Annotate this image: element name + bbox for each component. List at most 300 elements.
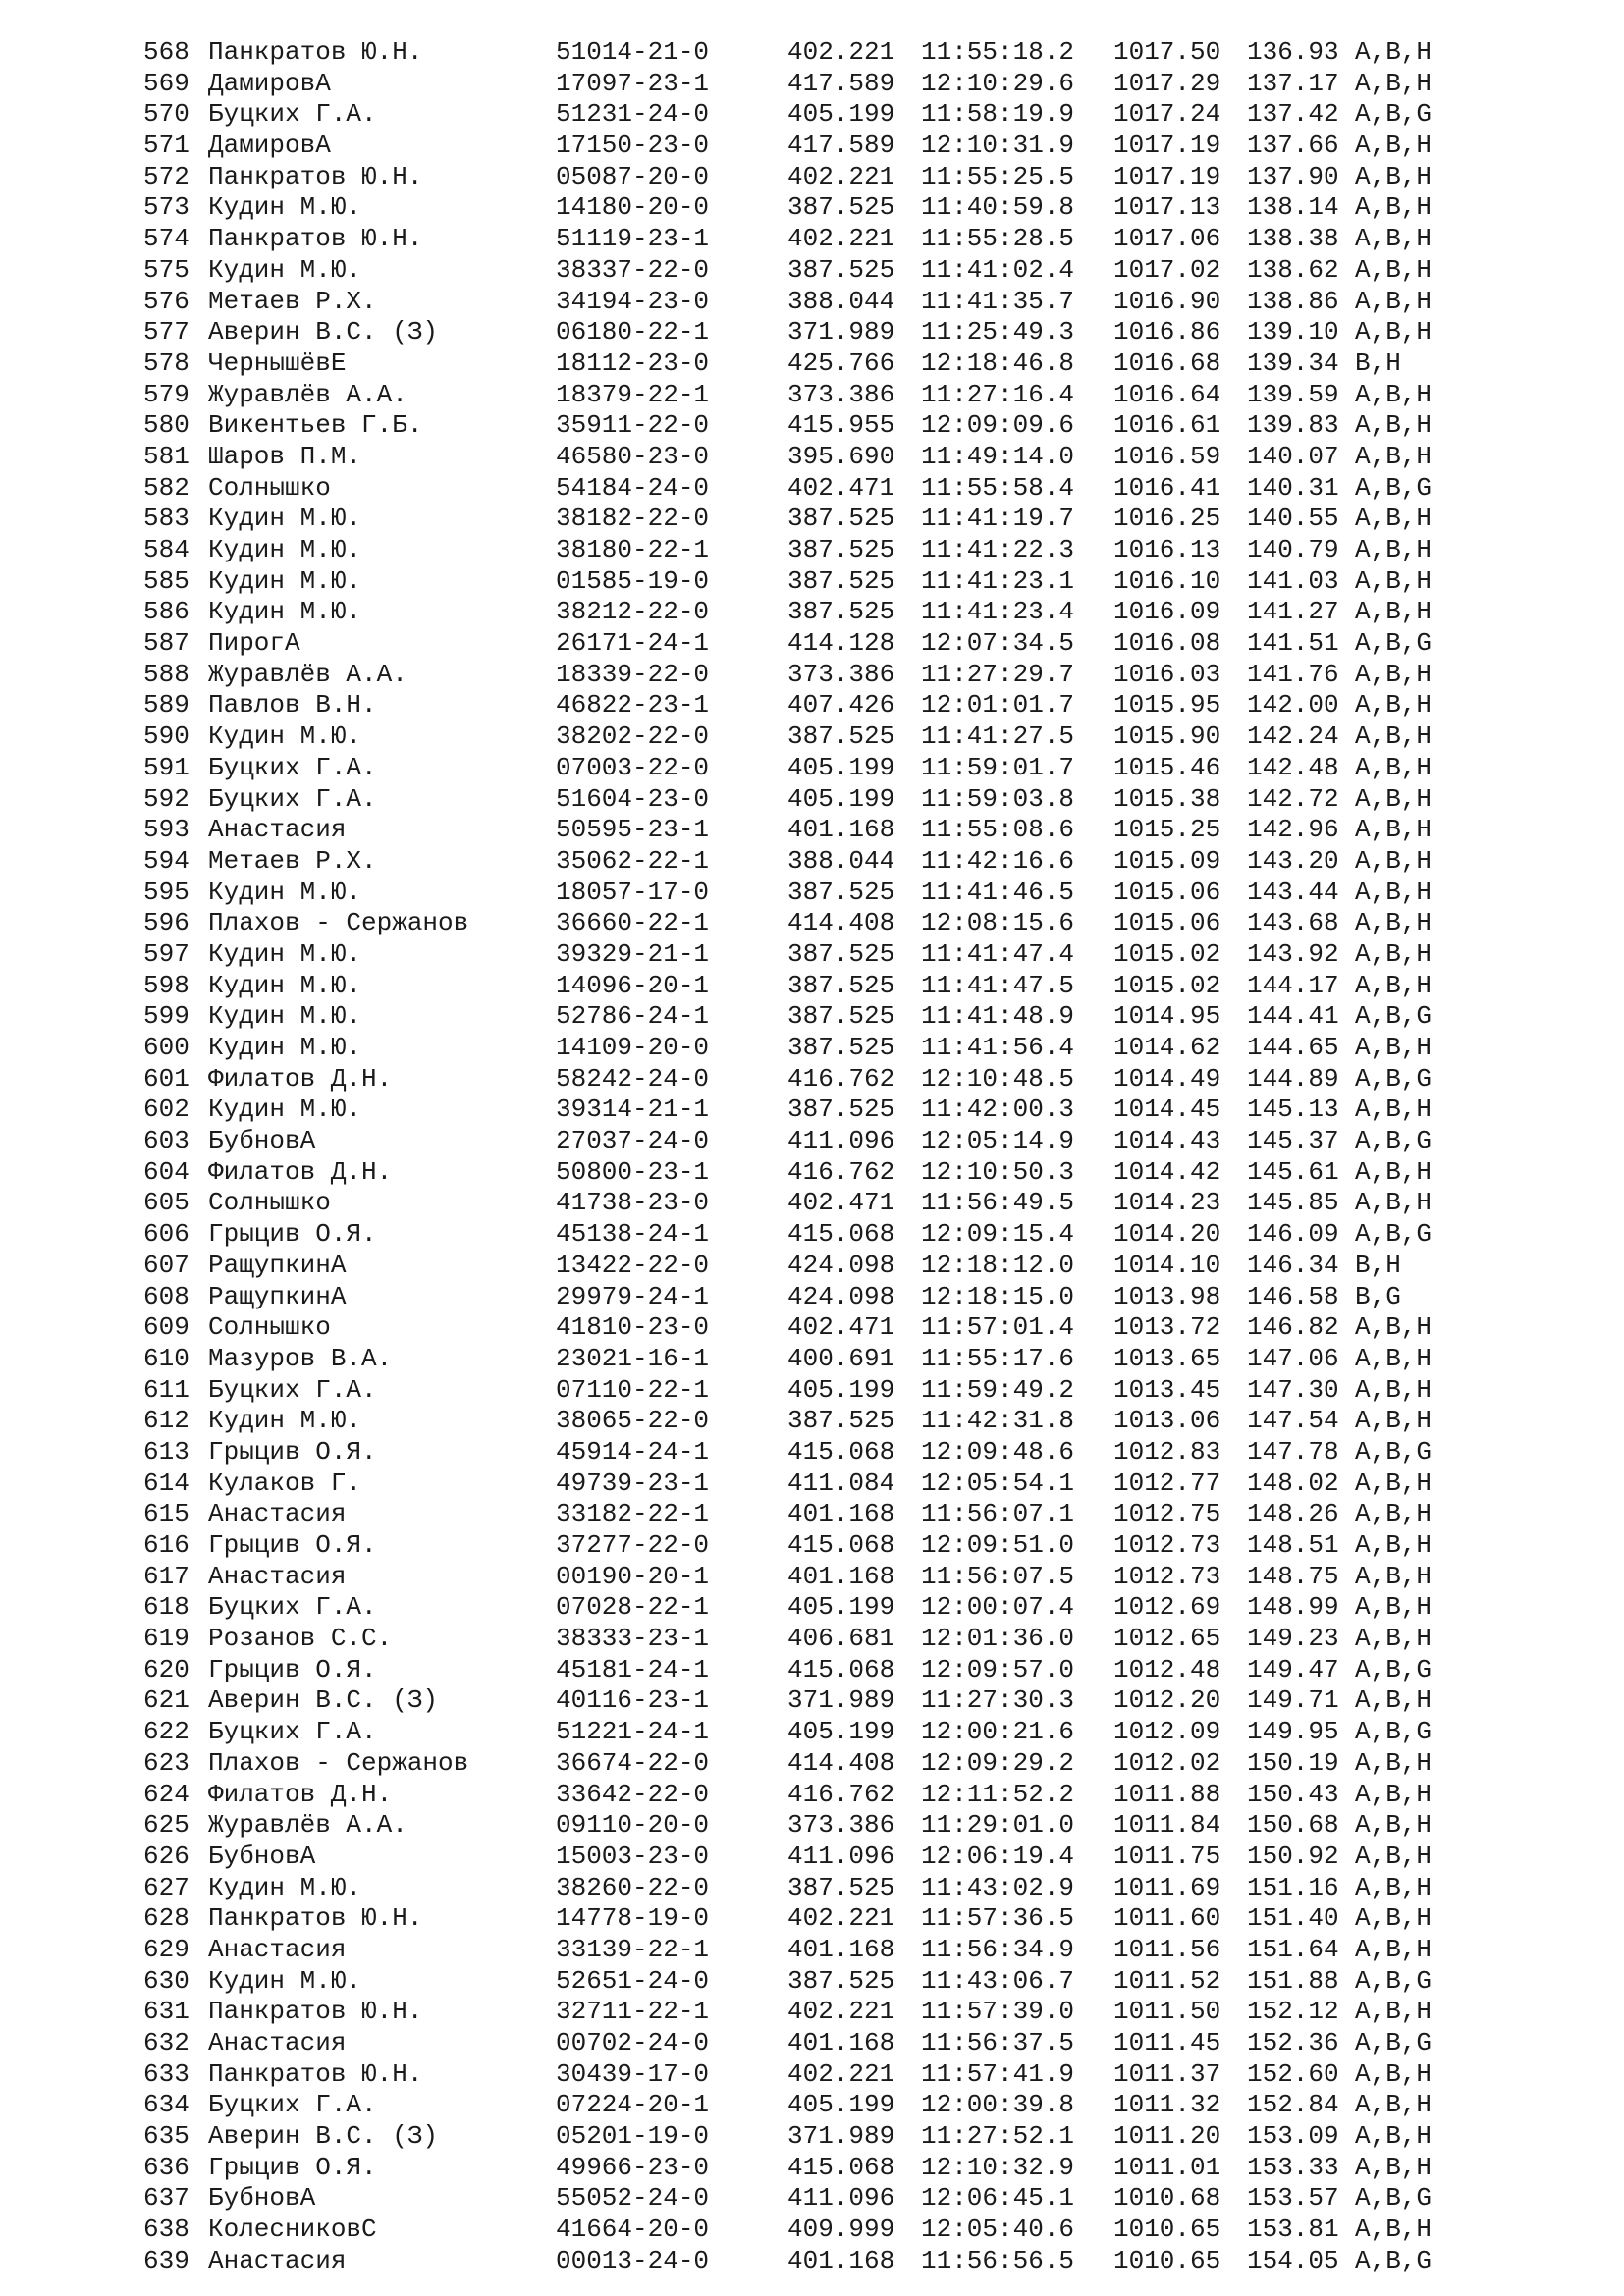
competition-flags: A,B,G xyxy=(1355,2028,1433,2057)
arrival-time: 11:41:47.5 xyxy=(921,970,1075,1000)
ring-number: 33642-22-0 xyxy=(556,1779,710,1809)
distance: 414.408 xyxy=(787,908,895,938)
fancier-name: Филатов Д.Н. xyxy=(208,1156,393,1187)
ring-number: 55052-24-0 xyxy=(556,2183,710,2214)
competition-flags: A,B,H xyxy=(1355,1343,1433,1373)
distance: 402.471 xyxy=(787,472,895,503)
ring-number: 54184-24-0 xyxy=(556,472,710,503)
ring-number: 14096-20-1 xyxy=(556,970,710,1000)
coefficient: 144.89 xyxy=(1247,1063,1339,1094)
arrival-time: 12:05:14.9 xyxy=(921,1126,1075,1156)
ring-number: 46822-23-1 xyxy=(556,690,710,721)
fancier-name: Викентьев Г.Б. xyxy=(208,410,423,441)
ring-number: 41738-23-0 xyxy=(556,1188,710,1218)
distance: 416.762 xyxy=(787,1156,895,1187)
speed: 1014.42 xyxy=(1113,1156,1221,1187)
coefficient: 139.34 xyxy=(1247,347,1339,378)
distance: 401.168 xyxy=(787,815,895,845)
place-number: 632 xyxy=(143,2028,189,2057)
distance: 424.098 xyxy=(787,1281,895,1311)
place-number: 623 xyxy=(143,1747,189,1778)
distance: 373.386 xyxy=(787,379,895,409)
coefficient: 137.90 xyxy=(1247,161,1339,191)
competition-flags: A,B,H xyxy=(1355,721,1433,752)
ring-number: 00190-20-1 xyxy=(556,1561,710,1591)
speed: 1016.08 xyxy=(1113,628,1221,659)
speed: 1012.02 xyxy=(1113,1747,1221,1778)
competition-flags: A,B,H xyxy=(1355,659,1433,689)
place-number: 607 xyxy=(143,1250,189,1280)
arrival-time: 12:10:32.9 xyxy=(921,2152,1075,2182)
arrival-time: 11:41:35.7 xyxy=(921,286,1075,316)
place-number: 594 xyxy=(143,845,189,876)
coefficient: 141.51 xyxy=(1247,628,1339,659)
coefficient: 148.75 xyxy=(1247,1561,1339,1591)
place-number: 613 xyxy=(143,1436,189,1467)
distance: 407.426 xyxy=(787,690,895,721)
speed: 1011.37 xyxy=(1113,2058,1221,2089)
competition-flags: A,B,H xyxy=(1355,1499,1433,1529)
place-number: 596 xyxy=(143,908,189,938)
coefficient: 138.62 xyxy=(1247,254,1339,285)
speed: 1012.48 xyxy=(1113,1654,1221,1684)
competition-flags: A,B,H xyxy=(1355,565,1433,596)
place-number: 627 xyxy=(143,1872,189,1902)
place-number: 637 xyxy=(143,2183,189,2214)
coefficient: 151.16 xyxy=(1247,1872,1339,1902)
fancier-name: Кудин М.Ю. xyxy=(208,535,362,564)
speed: 1010.68 xyxy=(1113,2183,1221,2214)
arrival-time: 11:40:59.8 xyxy=(921,192,1075,223)
place-number: 630 xyxy=(143,1965,189,1996)
arrival-time: 12:09:29.2 xyxy=(921,1747,1075,1778)
competition-flags: A,B,H xyxy=(1355,1624,1433,1654)
arrival-time: 11:56:37.5 xyxy=(921,2028,1075,2057)
competition-flags: A,B,H xyxy=(1355,131,1433,161)
place-number: 611 xyxy=(143,1374,189,1405)
coefficient: 148.51 xyxy=(1247,1530,1339,1560)
speed: 1012.75 xyxy=(1113,1499,1221,1529)
speed: 1017.02 xyxy=(1113,254,1221,285)
place-number: 591 xyxy=(143,752,189,782)
coefficient: 140.55 xyxy=(1247,504,1339,534)
speed: 1011.45 xyxy=(1113,2028,1221,2057)
place-number: 595 xyxy=(143,877,189,907)
table-row xyxy=(143,1251,1473,1282)
arrival-time: 11:55:08.6 xyxy=(921,815,1075,845)
place-number: 608 xyxy=(143,1281,189,1311)
coefficient: 150.19 xyxy=(1247,1747,1339,1778)
speed: 1011.01 xyxy=(1113,2152,1221,2182)
ring-number: 50800-23-1 xyxy=(556,1156,710,1187)
ring-number: 39314-21-1 xyxy=(556,1095,710,1125)
distance: 417.589 xyxy=(787,68,895,98)
place-number: 593 xyxy=(143,815,189,845)
fancier-name: ПирогА xyxy=(208,628,300,659)
table-row xyxy=(143,1157,1473,1189)
coefficient: 149.71 xyxy=(1247,1685,1339,1716)
fancier-name: Аверин В.С. (З) xyxy=(208,2121,439,2152)
coefficient: 150.92 xyxy=(1247,1841,1339,1871)
speed: 1013.45 xyxy=(1113,1374,1221,1405)
coefficient: 153.09 xyxy=(1247,2121,1339,2152)
competition-flags: A,B,H xyxy=(1355,1156,1433,1187)
speed: 1014.45 xyxy=(1113,1095,1221,1125)
coefficient: 146.09 xyxy=(1247,1219,1339,1250)
distance: 388.044 xyxy=(787,845,895,876)
distance: 415.955 xyxy=(787,410,895,441)
arrival-time: 12:10:48.5 xyxy=(921,1063,1075,1094)
coefficient: 146.34 xyxy=(1247,1250,1339,1280)
fancier-name: РащупкинА xyxy=(208,1281,347,1311)
competition-flags: A,B,G xyxy=(1355,1717,1433,1747)
distance: 415.068 xyxy=(787,1654,895,1684)
speed: 1017.06 xyxy=(1113,224,1221,254)
table-row xyxy=(143,37,1473,69)
coefficient: 137.17 xyxy=(1247,68,1339,98)
table-row xyxy=(143,1406,1473,1437)
competition-flags: A,B,H xyxy=(1355,938,1433,969)
arrival-time: 12:00:21.6 xyxy=(921,1717,1075,1747)
table-row xyxy=(143,1966,1473,1998)
table-row xyxy=(143,348,1473,380)
table-row xyxy=(143,1499,1473,1530)
fancier-name: Панкратов Ю.Н. xyxy=(208,161,423,191)
ring-number: 51119-23-1 xyxy=(556,224,710,254)
table-row xyxy=(143,410,1473,442)
ring-number: 41810-23-0 xyxy=(556,1312,710,1343)
fancier-name: Грыцив О.Я. xyxy=(208,1219,377,1250)
table-row xyxy=(143,1748,1473,1780)
fancier-name: Плахов - Сержанов xyxy=(208,908,469,938)
table-row xyxy=(143,908,1473,939)
ring-number: 06180-22-1 xyxy=(556,317,710,347)
fancier-name: Журавлёв А.А. xyxy=(208,659,407,689)
table-row xyxy=(143,504,1473,535)
table-row xyxy=(143,939,1473,971)
distance: 373.386 xyxy=(787,659,895,689)
table-row xyxy=(143,1655,1473,1686)
table-row xyxy=(143,192,1473,224)
fancier-name: ЧернышёвЕ xyxy=(208,347,347,378)
table-row xyxy=(143,878,1473,909)
coefficient: 153.81 xyxy=(1247,2215,1339,2245)
coefficient: 145.85 xyxy=(1247,1188,1339,1218)
coefficient: 150.43 xyxy=(1247,1779,1339,1809)
arrival-time: 11:27:29.7 xyxy=(921,659,1075,689)
fancier-name: Журавлёв А.А. xyxy=(208,1810,407,1841)
competition-flags: A,B,G xyxy=(1355,1436,1433,1467)
table-row xyxy=(143,1033,1473,1064)
distance: 387.525 xyxy=(787,597,895,627)
speed: 1013.72 xyxy=(1113,1312,1221,1343)
fancier-name: Грыцив О.Я. xyxy=(208,1530,377,1560)
arrival-time: 11:43:06.7 xyxy=(921,1965,1075,1996)
competition-flags: A,B,G xyxy=(1355,1001,1433,1032)
coefficient: 141.76 xyxy=(1247,659,1339,689)
competition-flags: A,B,H xyxy=(1355,37,1433,67)
place-number: 589 xyxy=(143,690,189,721)
arrival-time: 11:56:49.5 xyxy=(921,1188,1075,1218)
ring-number: 18339-22-0 xyxy=(556,659,710,689)
arrival-time: 11:27:52.1 xyxy=(921,2121,1075,2152)
distance: 400.691 xyxy=(787,1343,895,1373)
competition-flags: A,B,G xyxy=(1355,1126,1433,1156)
fancier-name: Кудин М.Ю. xyxy=(208,721,362,752)
coefficient: 139.83 xyxy=(1247,410,1339,441)
ring-number: 00013-24-0 xyxy=(556,2245,710,2275)
distance: 402.221 xyxy=(787,1903,895,1934)
fancier-name: ДамировА xyxy=(208,131,331,161)
speed: 1015.46 xyxy=(1113,752,1221,782)
table-row xyxy=(143,255,1473,287)
table-row xyxy=(143,1935,1473,1966)
distance: 387.525 xyxy=(787,877,895,907)
ring-number: 18057-17-0 xyxy=(556,877,710,907)
arrival-time: 11:41:19.7 xyxy=(921,504,1075,534)
arrival-time: 11:55:28.5 xyxy=(921,224,1075,254)
distance: 415.068 xyxy=(787,2152,895,2182)
place-number: 580 xyxy=(143,410,189,441)
place-number: 629 xyxy=(143,1934,189,1964)
coefficient: 144.41 xyxy=(1247,1001,1339,1032)
arrival-time: 12:09:51.0 xyxy=(921,1530,1075,1560)
speed: 1016.64 xyxy=(1113,379,1221,409)
distance: 387.525 xyxy=(787,565,895,596)
distance: 405.199 xyxy=(787,1717,895,1747)
arrival-time: 11:56:07.1 xyxy=(921,1499,1075,1529)
fancier-name: Буцких Г.А. xyxy=(208,783,377,814)
place-number: 604 xyxy=(143,1156,189,1187)
coefficient: 153.33 xyxy=(1247,2152,1339,2182)
ring-number: 01585-19-0 xyxy=(556,565,710,596)
ring-number: 07003-22-0 xyxy=(556,752,710,782)
competition-flags: A,B,H xyxy=(1355,1810,1433,1841)
ring-number: 51231-24-0 xyxy=(556,99,710,130)
ring-number: 41664-20-0 xyxy=(556,2215,710,2245)
place-number: 625 xyxy=(143,1810,189,1841)
distance: 402.221 xyxy=(787,1997,895,2027)
competition-flags: A,B,H xyxy=(1355,254,1433,285)
table-row xyxy=(143,1562,1473,1593)
place-number: 581 xyxy=(143,441,189,471)
distance: 402.221 xyxy=(787,37,895,67)
ring-number: 18112-23-0 xyxy=(556,347,710,378)
place-number: 638 xyxy=(143,2215,189,2245)
ring-number: 51221-24-1 xyxy=(556,1717,710,1747)
distance: 402.471 xyxy=(787,1188,895,1218)
distance: 415.068 xyxy=(787,1436,895,1467)
arrival-time: 11:42:16.6 xyxy=(921,845,1075,876)
arrival-time: 11:57:01.4 xyxy=(921,1312,1075,1343)
distance: 406.681 xyxy=(787,1624,895,1654)
speed: 1017.19 xyxy=(1113,161,1221,191)
fancier-name: Панкратов Ю.Н. xyxy=(208,2058,423,2089)
ring-number: 39329-21-1 xyxy=(556,938,710,969)
arrival-time: 11:41:48.9 xyxy=(921,1001,1075,1032)
speed: 1016.59 xyxy=(1113,441,1221,471)
arrival-time: 12:09:09.6 xyxy=(921,410,1075,441)
place-number: 617 xyxy=(143,1561,189,1591)
ring-number: 15003-23-0 xyxy=(556,1841,710,1871)
place-number: 590 xyxy=(143,721,189,752)
competition-flags: A,B,H xyxy=(1355,1188,1433,1218)
table-row xyxy=(143,1780,1473,1811)
distance: 416.762 xyxy=(787,1063,895,1094)
competition-flags: A,B,G xyxy=(1355,628,1433,659)
speed: 1015.02 xyxy=(1113,938,1221,969)
arrival-time: 12:09:15.4 xyxy=(921,1219,1075,1250)
coefficient: 139.10 xyxy=(1247,317,1339,347)
fancier-name: Анастасия xyxy=(208,2028,347,2057)
table-row xyxy=(143,971,1473,1002)
ring-number: 38337-22-0 xyxy=(556,254,710,285)
arrival-time: 11:55:25.5 xyxy=(921,161,1075,191)
arrival-time: 12:00:39.8 xyxy=(921,2090,1075,2120)
ring-number: 30439-17-0 xyxy=(556,2058,710,2089)
coefficient: 151.88 xyxy=(1247,1965,1339,1996)
competition-flags: A,B,H xyxy=(1355,1685,1433,1716)
speed: 1014.62 xyxy=(1113,1033,1221,1062)
table-row xyxy=(143,566,1473,598)
fancier-name: Шаров П.М. xyxy=(208,441,362,471)
arrival-time: 11:59:01.7 xyxy=(921,752,1075,782)
place-number: 618 xyxy=(143,1592,189,1623)
coefficient: 143.44 xyxy=(1247,877,1339,907)
coefficient: 140.31 xyxy=(1247,472,1339,503)
competition-flags: A,B,H xyxy=(1355,379,1433,409)
table-row xyxy=(143,535,1473,566)
fancier-name: Кудин М.Ю. xyxy=(208,1033,362,1062)
ring-number: 52786-24-1 xyxy=(556,1001,710,1032)
arrival-time: 12:10:50.3 xyxy=(921,1156,1075,1187)
ring-number: 38333-23-1 xyxy=(556,1624,710,1654)
place-number: 586 xyxy=(143,597,189,627)
speed: 1014.20 xyxy=(1113,1219,1221,1250)
speed: 1016.86 xyxy=(1113,317,1221,347)
distance: 424.098 xyxy=(787,1250,895,1280)
arrival-time: 12:09:57.0 xyxy=(921,1654,1075,1684)
competition-flags: A,B,H xyxy=(1355,1841,1433,1871)
speed: 1011.88 xyxy=(1113,1779,1221,1809)
distance: 415.068 xyxy=(787,1219,895,1250)
arrival-time: 11:42:31.8 xyxy=(921,1406,1075,1436)
speed: 1014.95 xyxy=(1113,1001,1221,1032)
coefficient: 146.82 xyxy=(1247,1312,1339,1343)
ring-number: 07110-22-1 xyxy=(556,1374,710,1405)
table-row xyxy=(143,690,1473,721)
coefficient: 143.92 xyxy=(1247,938,1339,969)
table-row xyxy=(143,1592,1473,1624)
fancier-name: Анастасия xyxy=(208,2245,347,2275)
table-row xyxy=(143,1064,1473,1095)
fancier-name: Кудин М.Ю. xyxy=(208,1095,362,1125)
competition-flags: A,B,H xyxy=(1355,68,1433,98)
arrival-time: 11:41:22.3 xyxy=(921,535,1075,564)
place-number: 571 xyxy=(143,131,189,161)
speed: 1011.84 xyxy=(1113,1810,1221,1841)
fancier-name: Кудин М.Ю. xyxy=(208,504,362,534)
ring-number: 14778-19-0 xyxy=(556,1903,710,1934)
speed: 1016.09 xyxy=(1113,597,1221,627)
coefficient: 147.54 xyxy=(1247,1406,1339,1436)
fancier-name: Метаев Р.Х. xyxy=(208,286,377,316)
coefficient: 151.64 xyxy=(1247,1934,1339,1964)
place-number: 574 xyxy=(143,224,189,254)
fancier-name: Анастасия xyxy=(208,815,347,845)
distance: 405.199 xyxy=(787,2090,895,2120)
distance: 387.525 xyxy=(787,1001,895,1032)
competition-flags: A,B,H xyxy=(1355,2090,1433,2120)
ring-number: 26171-24-1 xyxy=(556,628,710,659)
table-row xyxy=(143,473,1473,505)
distance: 371.989 xyxy=(787,2121,895,2152)
fancier-name: Буцких Г.А. xyxy=(208,1374,377,1405)
competition-flags: B,H xyxy=(1355,347,1401,378)
coefficient: 148.99 xyxy=(1247,1592,1339,1623)
place-number: 616 xyxy=(143,1530,189,1560)
table-row xyxy=(143,1001,1473,1033)
fancier-name: Буцких Г.А. xyxy=(208,1717,377,1747)
fancier-name: Плахов - Сержанов xyxy=(208,1747,469,1778)
coefficient: 151.40 xyxy=(1247,1903,1339,1934)
ring-number: 38260-22-0 xyxy=(556,1872,710,1902)
fancier-name: БубновА xyxy=(208,1841,316,1871)
speed: 1012.20 xyxy=(1113,1685,1221,1716)
table-row xyxy=(143,99,1473,131)
results-list xyxy=(143,37,1473,2277)
speed: 1012.09 xyxy=(1113,1717,1221,1747)
place-number: 585 xyxy=(143,565,189,596)
competition-flags: A,B,H xyxy=(1355,2058,1433,2089)
ring-number: 38065-22-0 xyxy=(556,1406,710,1436)
arrival-time: 12:18:46.8 xyxy=(921,347,1075,378)
coefficient: 149.23 xyxy=(1247,1624,1339,1654)
arrival-time: 11:56:07.5 xyxy=(921,1561,1075,1591)
competition-flags: B,H xyxy=(1355,1250,1401,1280)
ring-number: 49739-23-1 xyxy=(556,1468,710,1498)
competition-flags: A,B,H xyxy=(1355,845,1433,876)
ring-number: 13422-22-0 xyxy=(556,1250,710,1280)
table-row xyxy=(143,1375,1473,1407)
coefficient: 145.61 xyxy=(1247,1156,1339,1187)
competition-flags: A,B,H xyxy=(1355,1530,1433,1560)
coefficient: 152.12 xyxy=(1247,1997,1339,2027)
arrival-time: 11:59:49.2 xyxy=(921,1374,1075,1405)
table-row xyxy=(143,1095,1473,1126)
coefficient: 142.48 xyxy=(1247,752,1339,782)
fancier-name: Кудин М.Ю. xyxy=(208,565,362,596)
place-number: 570 xyxy=(143,99,189,130)
speed: 1013.06 xyxy=(1113,1406,1221,1436)
arrival-time: 11:57:41.9 xyxy=(921,2058,1075,2089)
competition-flags: A,B,H xyxy=(1355,1779,1433,1809)
competition-flags: A,B,H xyxy=(1355,1903,1433,1934)
ring-number: 05087-20-0 xyxy=(556,161,710,191)
place-number: 588 xyxy=(143,659,189,689)
speed: 1012.73 xyxy=(1113,1561,1221,1591)
coefficient: 150.68 xyxy=(1247,1810,1339,1841)
distance: 405.199 xyxy=(787,1374,895,1405)
place-number: 576 xyxy=(143,286,189,316)
place-number: 631 xyxy=(143,1997,189,2027)
fancier-name: Грыцив О.Я. xyxy=(208,2152,377,2182)
competition-flags: A,B,G xyxy=(1355,1965,1433,1996)
fancier-name: Кудин М.Ю. xyxy=(208,1965,362,1996)
distance: 387.525 xyxy=(787,1872,895,1902)
coefficient: 137.66 xyxy=(1247,131,1339,161)
distance: 414.408 xyxy=(787,1747,895,1778)
